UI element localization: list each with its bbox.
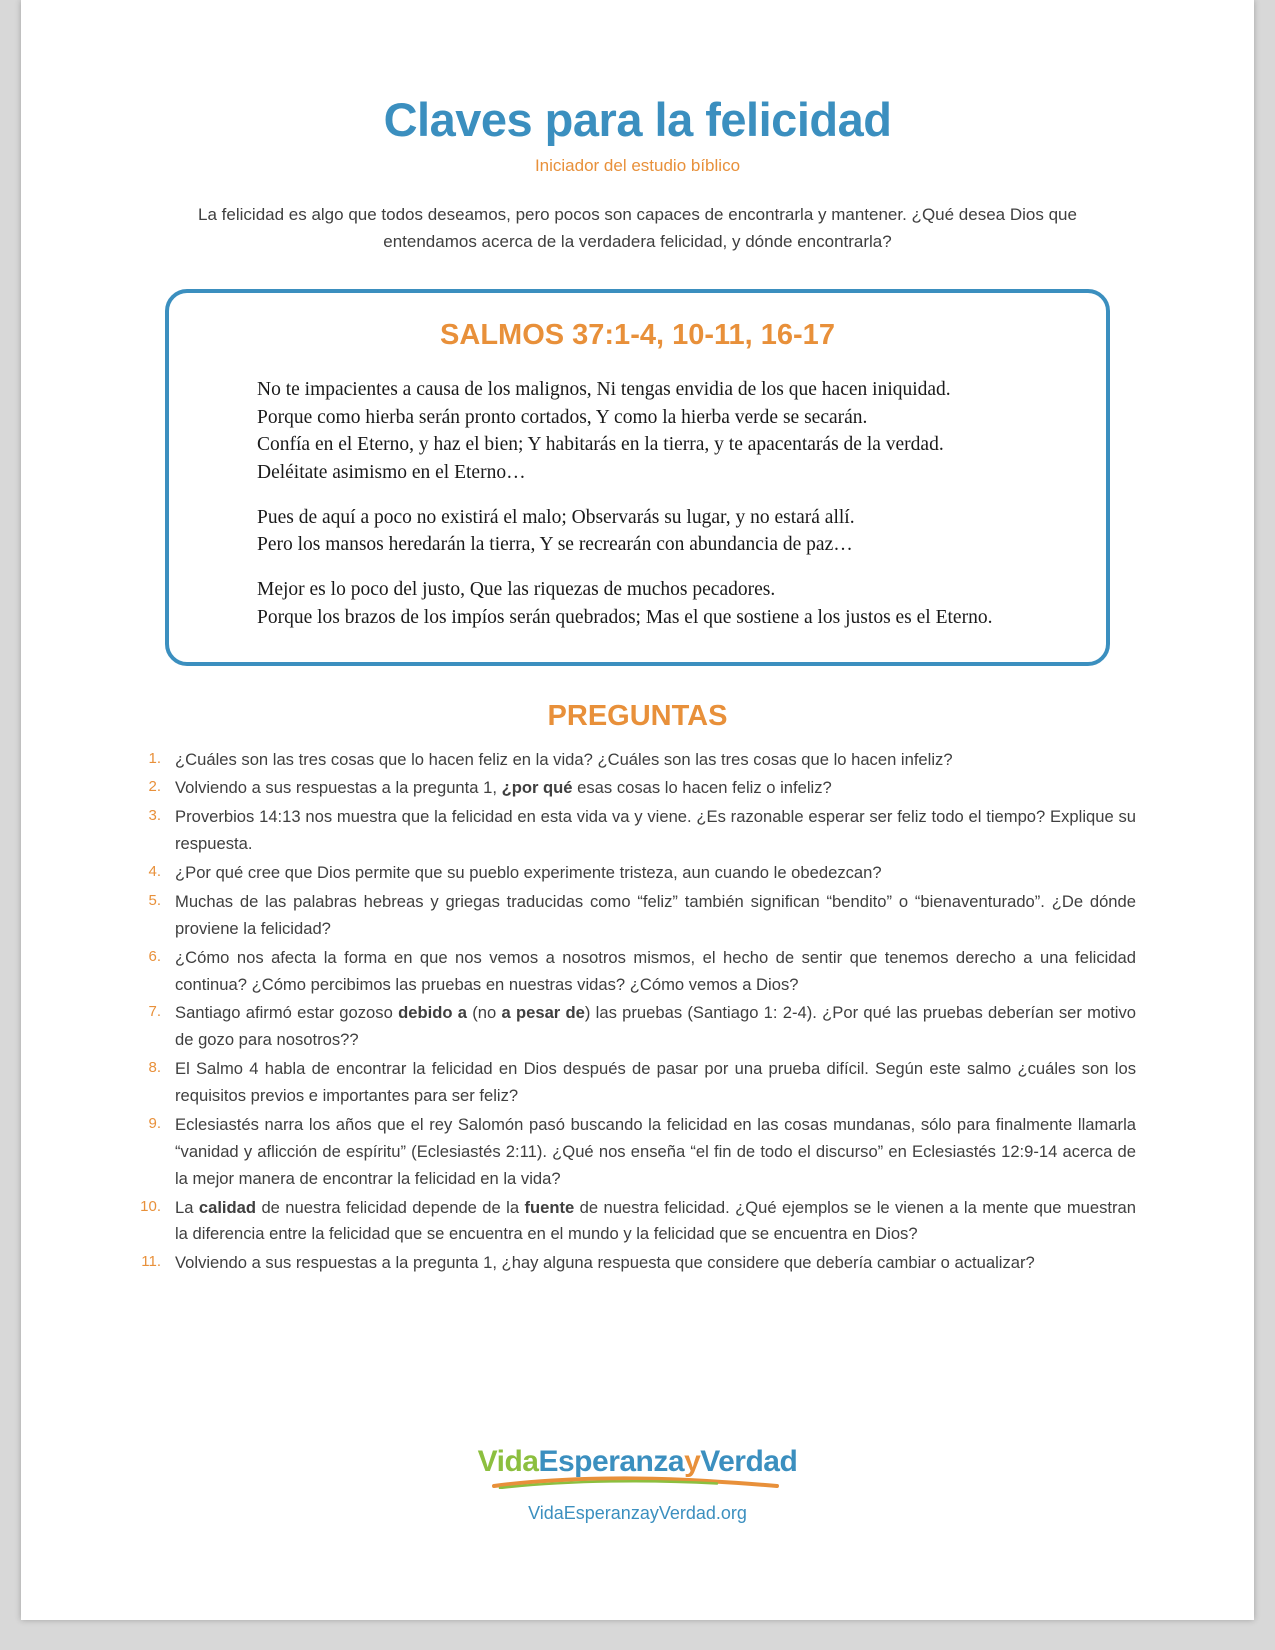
scripture-line: No te impacientes a causa de los malignos, Ni tengas envidia de los que hacen iniquidad. (257, 379, 951, 401)
questions-list (117, 747, 1158, 1278)
page-subtitle: Iniciador del estudio bíblico (534, 156, 741, 176)
question-item: ¿Por qué cree que Dios permite que su pueblo experimente tristeza, aun cuando le obedezcan? (175, 863, 882, 883)
scripture-line: Porque los brazos de los impíos serán quebrados; Mas el que sostiene a los justos es el Eterno. (257, 606, 993, 628)
scripture-stanza (257, 504, 1054, 559)
scripture-stanza (257, 376, 1054, 487)
question-item: La calidad de nuestra felicidad depende de la fuente de nuestra felicidad. ¿Qué ejemplos se le vienen a la mente que muestran la diferencia entre la felicidad que se encuentra en el mundo y la felicidad que se encuentra en Dios? (175, 1197, 1136, 1244)
question-item: Volviendo a sus respuestas a la pregunta 1, ¿por qué esas cosas lo hacen feliz o infeliz? (175, 778, 832, 798)
scripture-line: Pues de aquí a poco no existirá el malo; Observarás su lugar, y no estará allí. (257, 506, 855, 528)
document-page (21, 0, 1254, 1620)
question-item: ¿Cómo nos afecta la forma en que nos vemos a nosotros mismos, el hecho de sentir que tenemos derecho a una felicidad continua? ¿Cómo percibimos las pruebas en nuestras vidas? ¿Cómo vemos a Dios? (175, 947, 1136, 994)
document-body (21, 0, 1254, 1277)
question-item: Muchas de las palabras hebreas y griegas traducidas como “feliz” también significan “bendito” o “bienaventurado”. ¿De dónde proviene la felicidad? (175, 891, 1136, 938)
scripture-line: Pero los mansos heredarán la tierra, Y se recrearán con abundancia de paz… (257, 534, 853, 556)
logo-word-y: y (684, 1445, 701, 1478)
scripture-line: Confía en el Eterno, y haz el bien; Y habitarás en la tierra, y te apacentarás de la verdad. (257, 434, 944, 456)
questions-heading: PREGUNTAS (547, 699, 728, 732)
logo-word-verdad: Verdad (700, 1445, 798, 1478)
scripture-stanza (257, 576, 1054, 631)
logo-word-esperanza: Esperanza (538, 1445, 685, 1478)
page-title: Claves para la felicidad (383, 93, 892, 146)
question-item: ¿Cuáles son las tres cosas que lo hacen feliz en la vida? ¿Cuáles son las tres cosas que lo hacen infeliz? (175, 749, 953, 769)
question-item: Proverbios 14:13 nos muestra que la felicidad en esta vida va y viene. ¿Es razonable esperar ser feliz todo el tiempo? Explique su respuesta. (175, 807, 1136, 854)
question-item: El Salmo 4 habla de encontrar la felicidad en Dios después de pasar por una prueba difícil. Según este salmo ¿cuáles son los requisitos previos e importantes para ser feliz? (175, 1059, 1136, 1106)
intro-paragraph: La felicidad es algo que todos deseamos, pero pocos son capaces de encontrarla y mantener. ¿Qué desea Dios que entendamos acerca de la verdadera felicidad, y dónde encontrarla? (198, 205, 1077, 251)
footer (21, 1445, 1254, 1524)
question-item: Eclesiastés narra los años que el rey Salomón pasó buscando la felicidad en las cosas mundanas, sólo para finalmente llamarla “vanidad y aflicción de espíritu” (Eclesiastés 2:11). ¿Qué nos enseña “el fin de todo el discurso” en Eclesiastés 12:9-14 acerca de la mejor manera de encontrar la felicidad en la vida? (175, 1114, 1136, 1188)
scripture-line: Porque como hierba serán pronto cortados, Y como la hierba verde se secarán. (257, 406, 868, 428)
logo-word-vida: Vida (477, 1445, 539, 1478)
scripture-reference: SALMOS 37:1-4, 10-11, 16-17 (440, 319, 835, 352)
scripture-line: Mejor es lo poco del justo, Que las riquezas de muchos pecadores. (257, 579, 776, 601)
logo (478, 1445, 798, 1495)
scripture-text (209, 376, 1066, 632)
footer-url: VidaEsperanzayVerdad.org (528, 1503, 747, 1523)
question-item: Volviendo a sus respuestas a la pregunta 1, ¿hay alguna respuesta que considere que debería cambiar o actualizar? (175, 1253, 1035, 1273)
scripture-box (165, 289, 1110, 666)
scripture-line: Deléitate asimismo en el Eterno… (257, 462, 526, 484)
question-item: Santiago afirmó estar gozoso debido a (no a pesar de) las pruebas (Santiago 1: 2-4). ¿Por qué las pruebas deberían ser motivo de gozo para nosotros?? (175, 1003, 1137, 1050)
